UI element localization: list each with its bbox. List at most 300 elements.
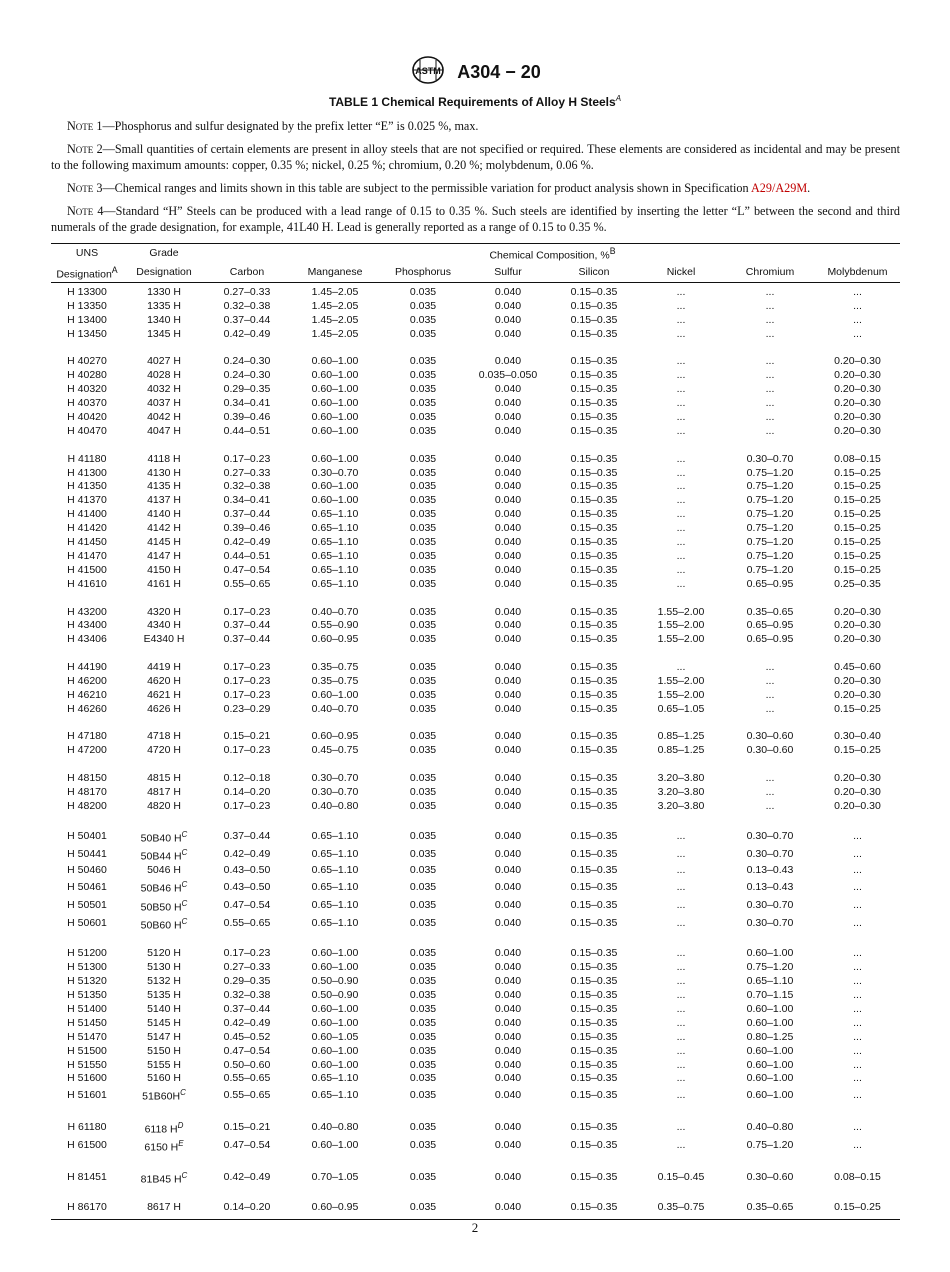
sulfur-cell: 0.040 xyxy=(494,522,522,535)
table-row xyxy=(51,786,900,800)
phosphorus-cell: 0.035 xyxy=(409,397,437,410)
manganese-cell: 0.30–0.70 xyxy=(311,772,359,785)
chromium-cell: 0.30–0.70 xyxy=(746,898,794,911)
table-row xyxy=(51,703,900,717)
molybdenum-cell: 0.20–0.30 xyxy=(834,369,881,382)
manganese-cell: 0.60–1.00 xyxy=(311,452,359,465)
grade-cell xyxy=(123,633,205,647)
uns-cell: H 40270 xyxy=(67,355,107,368)
col-head-manganese: Manganese xyxy=(289,263,381,283)
silicon-cell: 0.15–0.35 xyxy=(570,1088,618,1101)
grade-cell xyxy=(123,675,205,689)
manganese-cell: 0.65–1.10 xyxy=(311,508,359,521)
grade-text: 4135 H xyxy=(147,480,181,493)
sulfur-cell: 0.040 xyxy=(494,383,522,396)
manganese-cell: 0.30–0.70 xyxy=(311,785,359,798)
nickel-cell: 1.55–2.00 xyxy=(657,633,705,646)
grade-cell xyxy=(123,1059,205,1073)
silicon-cell: 0.15–0.35 xyxy=(570,880,618,893)
silicon-cell: 0.15–0.35 xyxy=(570,898,618,911)
astm-logo-icon xyxy=(409,55,447,90)
phosphorus-cell: 0.035 xyxy=(409,661,437,674)
grade-cell xyxy=(123,989,205,1003)
carbon-cell: 0.27–0.33 xyxy=(223,961,271,974)
sulfur-cell: 0.040 xyxy=(494,661,522,674)
carbon-cell: 0.55–0.65 xyxy=(223,1072,271,1085)
uns-cell: H 50601 xyxy=(67,917,107,930)
phosphorus-cell: 0.035 xyxy=(409,550,437,562)
grade-text: 4150 H xyxy=(147,563,181,576)
grade-text: 4820 H xyxy=(147,799,181,812)
table-row xyxy=(51,897,900,915)
molybdenum-cell: 0.20–0.30 xyxy=(834,785,881,798)
nickel-cell: ... xyxy=(676,327,686,340)
uns-cell: H 51601 xyxy=(67,1088,107,1101)
sulfur-cell: 0.040 xyxy=(494,452,522,465)
silicon-cell: 0.15–0.35 xyxy=(570,1002,618,1015)
chromium-cell: 0.60–1.00 xyxy=(746,1002,794,1015)
grade-cell xyxy=(123,508,205,522)
manganese-cell: 0.35–0.75 xyxy=(311,674,359,687)
silicon-cell: 0.15–0.35 xyxy=(570,536,618,549)
uns-cell: H 51470 xyxy=(67,1030,107,1043)
sulfur-cell: 0.040 xyxy=(494,772,522,785)
chromium-cell: 0.75–1.20 xyxy=(746,522,794,535)
table-row xyxy=(51,864,900,878)
uns-cell: H 46200 xyxy=(67,674,107,687)
chromium-cell: 0.75–1.20 xyxy=(746,480,794,493)
grade-text: 50B40 H xyxy=(140,832,182,845)
carbon-cell: 0.55–0.65 xyxy=(223,577,271,590)
nickel-cell: 3.20–3.80 xyxy=(657,799,705,812)
molybdenum-cell: ... xyxy=(853,1044,862,1057)
silicon-cell: 0.15–0.35 xyxy=(570,961,618,974)
uns-cell: H 51350 xyxy=(67,989,107,1002)
silicon-cell: 0.15–0.35 xyxy=(570,799,618,812)
uns-cell: H 41300 xyxy=(67,466,107,479)
chromium-cell: 0.13–0.43 xyxy=(746,880,794,893)
phosphorus-cell: 0.035 xyxy=(409,1044,437,1057)
silicon-cell: 0.15–0.35 xyxy=(570,299,618,312)
uns-cell: H 40370 xyxy=(67,397,107,410)
manganese-cell: 0.60–1.00 xyxy=(311,424,359,437)
sulfur-cell: 0.040 xyxy=(494,411,522,424)
grade-text: 5130 H xyxy=(147,961,181,974)
carbon-cell: 0.47–0.54 xyxy=(223,1139,271,1152)
grade-text: 4340 H xyxy=(147,619,181,632)
table-row xyxy=(51,915,900,933)
grade-cell xyxy=(123,1017,205,1031)
grade-text: 5160 H xyxy=(147,1072,181,1085)
grade-text: 4815 H xyxy=(147,772,181,785)
table-row xyxy=(51,961,900,975)
nickel-cell: ... xyxy=(676,355,686,368)
chromium-cell: ... xyxy=(765,369,775,382)
uns-head-text: Designation xyxy=(56,268,112,280)
table-row xyxy=(51,1072,900,1086)
table-row xyxy=(51,550,900,564)
silicon-cell: 0.15–0.35 xyxy=(570,508,618,521)
nickel-cell: ... xyxy=(676,1030,686,1043)
carbon-cell: 0.32–0.38 xyxy=(223,299,271,312)
grade-text: 8617 H xyxy=(147,1201,181,1214)
silicon-cell: 0.15–0.35 xyxy=(570,1030,618,1043)
sulfur-cell: 0.040 xyxy=(494,674,522,687)
grade-text: 4137 H xyxy=(147,494,181,507)
sulfur-cell: 0.040 xyxy=(494,702,522,715)
manganese-cell: 0.65–1.10 xyxy=(311,1072,359,1085)
phosphorus-cell: 0.035 xyxy=(409,299,437,312)
table-row xyxy=(51,934,900,962)
silicon-cell: 0.15–0.35 xyxy=(551,1188,637,1220)
nickel-cell: ... xyxy=(676,961,686,974)
silicon-cell: 0.15–0.35 xyxy=(570,522,618,535)
nickel-cell: ... xyxy=(676,848,686,861)
grade-text: 5120 H xyxy=(147,947,181,960)
uns-cell: H 50401 xyxy=(67,829,107,842)
sulfur-cell: 0.040 xyxy=(494,327,522,340)
grade-cell xyxy=(123,1003,205,1017)
sulfur-cell: 0.040 xyxy=(494,536,522,549)
grade-text: 1330 H xyxy=(147,286,181,298)
molybdenum-cell: ... xyxy=(853,989,862,1002)
manganese-cell: 0.70–1.05 xyxy=(311,1171,359,1184)
chromium-cell: 0.35–0.65 xyxy=(746,605,794,618)
table-row xyxy=(51,564,900,578)
silicon-cell: 0.15–0.35 xyxy=(570,633,618,646)
nickel-cell: 1.55–2.00 xyxy=(657,674,705,687)
silicon-cell: 0.15–0.35 xyxy=(570,730,618,743)
col-head-carbon: Carbon xyxy=(205,263,289,283)
grade-footnote: E xyxy=(178,1138,184,1148)
manganese-cell: 0.30–0.70 xyxy=(311,466,359,479)
uns-cell: H 47200 xyxy=(67,744,107,757)
grade-cell xyxy=(123,846,205,864)
nickel-cell: ... xyxy=(676,522,686,535)
grade-cell xyxy=(123,703,205,717)
grade-text: 50B44 H xyxy=(140,850,182,863)
molybdenum-cell: ... xyxy=(853,286,862,298)
col-head-sulfur: Sulfur xyxy=(465,263,551,283)
phosphorus-cell: 0.035 xyxy=(409,1058,437,1071)
grade-cell xyxy=(123,1155,205,1187)
silicon-cell: 0.15–0.35 xyxy=(570,550,618,562)
carbon-cell: 0.43–0.50 xyxy=(223,880,271,893)
phosphorus-cell: 0.035 xyxy=(409,605,437,618)
phosphorus-cell: 0.035 xyxy=(409,494,437,507)
manganese-cell: 1.45–2.05 xyxy=(311,313,359,326)
sulfur-cell: 0.040 xyxy=(494,577,522,590)
phosphorus-cell: 0.035 xyxy=(409,864,437,877)
molybdenum-cell: 0.15–0.25 xyxy=(834,536,881,549)
sulfur-cell: 0.040 xyxy=(494,605,522,618)
grade-text: 50B50 H xyxy=(140,901,182,914)
grade-text: 6150 H xyxy=(144,1141,179,1154)
carbon-cell: 0.42–0.49 xyxy=(223,1016,271,1029)
table-row xyxy=(51,328,900,342)
chemical-requirements-table xyxy=(51,243,900,1220)
silicon-cell: 0.15–0.35 xyxy=(570,1044,618,1057)
molybdenum-cell: 0.45–0.60 xyxy=(834,661,881,674)
silicon-cell: 0.15–0.35 xyxy=(570,369,618,382)
chem-head-text: Chemical Composition, % xyxy=(489,249,610,262)
nickel-cell: ... xyxy=(676,383,686,396)
manganese-cell: 0.60–1.00 xyxy=(311,1044,359,1057)
molybdenum-cell: 0.15–0.25 xyxy=(834,702,881,715)
phosphorus-cell: 0.035 xyxy=(409,898,437,911)
grade-text: 4047 H xyxy=(147,424,181,437)
manganese-cell: 0.65–1.10 xyxy=(311,898,359,911)
chromium-cell: 0.80–1.25 xyxy=(746,1030,794,1043)
carbon-cell: 0.47–0.54 xyxy=(223,563,271,576)
manganese-cell: 0.40–0.70 xyxy=(311,702,359,715)
phosphorus-cell: 0.035 xyxy=(409,975,437,988)
sulfur-cell: 0.040 xyxy=(494,880,522,893)
sulfur-cell: 0.035–0.050 xyxy=(478,369,538,382)
grade-cell xyxy=(123,314,205,328)
carbon-cell: 0.37–0.44 xyxy=(223,829,271,842)
grade-cell xyxy=(123,897,205,915)
manganese-cell: 0.60–1.00 xyxy=(311,1002,359,1015)
grade-cell xyxy=(123,578,205,592)
chromium-cell: 0.60–1.00 xyxy=(746,1044,794,1057)
silicon-cell: 0.15–0.35 xyxy=(570,917,618,930)
manganese-cell: 0.50–0.90 xyxy=(311,989,359,1002)
grade-text: 4720 H xyxy=(147,744,181,757)
sulfur-cell: 0.040 xyxy=(494,1044,522,1057)
chromium-cell: 0.75–1.20 xyxy=(746,550,794,562)
steel-group xyxy=(51,283,900,342)
uns-cell: H 13300 xyxy=(67,286,107,298)
manganese-cell: 0.40–0.70 xyxy=(311,605,359,618)
phosphorus-cell: 0.035 xyxy=(409,577,437,590)
nickel-cell: 3.20–3.80 xyxy=(657,785,705,798)
sulfur-cell: 0.040 xyxy=(494,313,522,326)
sulfur-cell: 0.040 xyxy=(494,355,522,368)
nickel-cell: ... xyxy=(676,508,686,521)
carbon-cell: 0.27–0.33 xyxy=(223,286,271,298)
grade-cell xyxy=(123,934,205,962)
sulfur-cell: 0.040 xyxy=(494,975,522,988)
sulfur-cell: 0.040 xyxy=(494,508,522,521)
phosphorus-cell: 0.035 xyxy=(409,674,437,687)
phosphorus-cell: 0.035 xyxy=(409,1072,437,1085)
manganese-cell: 1.45–2.05 xyxy=(311,327,359,340)
steel-group xyxy=(51,592,900,648)
silicon-cell: 0.15–0.35 xyxy=(570,480,618,493)
nickel-cell: 3.20–3.80 xyxy=(657,772,705,785)
nickel-cell: ... xyxy=(676,286,686,298)
grade-cell xyxy=(123,786,205,800)
grade-text: 4130 H xyxy=(147,466,181,479)
grade-cell xyxy=(123,300,205,314)
grade-text: 4145 H xyxy=(147,536,181,549)
silicon-cell: 0.15–0.35 xyxy=(570,947,618,960)
chromium-cell: ... xyxy=(765,785,775,798)
chromium-cell: 0.60–1.00 xyxy=(746,947,794,960)
uns-cell: H 86170 xyxy=(51,1188,123,1220)
steel-group xyxy=(51,814,900,934)
uns-cell: H 51320 xyxy=(67,975,107,988)
phosphorus-cell: 0.035 xyxy=(409,536,437,549)
grade-cell xyxy=(123,1105,205,1137)
uns-cell: H 41450 xyxy=(67,536,107,549)
molybdenum-cell: ... xyxy=(853,1002,862,1015)
grade-text: 4320 H xyxy=(147,605,181,618)
steel-group xyxy=(51,342,900,439)
phosphorus-cell: 0.035 xyxy=(409,355,437,368)
chromium-cell: 0.75–1.20 xyxy=(746,536,794,549)
grade-cell xyxy=(123,619,205,633)
grade-text: 1340 H xyxy=(147,313,181,326)
grade-text: 5150 H xyxy=(147,1044,181,1057)
molybdenum-cell: 0.20–0.30 xyxy=(834,411,881,424)
uns-head-footnote: A xyxy=(111,264,118,275)
silicon-cell: 0.15–0.35 xyxy=(570,411,618,424)
silicon-cell: 0.15–0.35 xyxy=(570,772,618,785)
chromium-cell: ... xyxy=(765,424,775,437)
carbon-cell: 0.43–0.50 xyxy=(223,864,271,877)
chromium-cell: ... xyxy=(765,674,775,687)
carbon-cell: 0.17–0.23 xyxy=(223,452,271,465)
sulfur-cell: 0.040 xyxy=(494,1072,522,1085)
uns-cell: H 61500 xyxy=(67,1139,107,1152)
phosphorus-cell: 0.035 xyxy=(409,917,437,930)
silicon-cell: 0.15–0.35 xyxy=(570,619,618,632)
sulfur-cell: 0.040 xyxy=(494,688,522,701)
uns-cell: H 48170 xyxy=(67,785,107,798)
molybdenum-cell: 0.20–0.30 xyxy=(834,397,881,410)
grade-cell xyxy=(123,758,205,786)
carbon-cell: 0.39–0.46 xyxy=(223,411,271,424)
grade-cell xyxy=(123,814,205,846)
grade-cell xyxy=(123,480,205,494)
carbon-cell: 0.37–0.44 xyxy=(223,633,271,646)
note-2 xyxy=(51,141,900,173)
molybdenum-cell: ... xyxy=(853,327,862,340)
carbon-cell: 0.39–0.46 xyxy=(223,522,271,535)
silicon-cell: 0.15–0.35 xyxy=(570,1139,618,1152)
grade-cell xyxy=(123,369,205,383)
molybdenum-cell: 0.20–0.30 xyxy=(834,619,881,632)
table-row xyxy=(51,1105,900,1137)
uns-cell: H 43200 xyxy=(67,605,107,618)
molybdenum-cell: 0.08–0.15 xyxy=(834,1171,881,1184)
nickel-cell: ... xyxy=(676,947,686,960)
nickel-cell: 0.85–1.25 xyxy=(657,744,705,757)
uns-cell: H 48150 xyxy=(67,772,107,785)
uns-cell: H 48200 xyxy=(67,799,107,812)
chromium-cell: ... xyxy=(765,355,775,368)
molybdenum-cell: 0.15–0.25 xyxy=(834,466,881,479)
uns-cell: H 46210 xyxy=(67,688,107,701)
grade-text: 5140 H xyxy=(147,1002,181,1015)
nickel-cell: ... xyxy=(676,898,686,911)
col-head-nickel: Nickel xyxy=(637,263,725,283)
carbon-cell: 0.17–0.23 xyxy=(223,605,271,618)
carbon-cell: 0.34–0.41 xyxy=(223,397,271,410)
table-title-footnote: A xyxy=(615,94,622,103)
sulfur-cell: 0.040 xyxy=(494,397,522,410)
molybdenum-cell: 0.20–0.30 xyxy=(834,383,881,396)
grade-cell xyxy=(123,592,205,620)
steel-group xyxy=(51,758,900,814)
silicon-cell: 0.15–0.35 xyxy=(570,563,618,576)
grade-text: 50B46 H xyxy=(140,882,182,895)
phosphorus-cell: 0.035 xyxy=(409,1139,437,1152)
uns-cell: H 51600 xyxy=(67,1072,107,1085)
nickel-cell: ... xyxy=(676,577,686,590)
grade-cell xyxy=(123,564,205,578)
table-row xyxy=(51,800,900,814)
phosphorus-cell: 0.035 xyxy=(409,327,437,340)
uns-cell: H 41470 xyxy=(67,550,107,562)
uns-cell: H 41420 xyxy=(67,522,107,535)
spec-link[interactable]: A29/A29M xyxy=(750,181,808,195)
note-label: Note 4 xyxy=(67,204,104,218)
grade-cell xyxy=(123,647,205,675)
chromium-cell: ... xyxy=(765,397,775,410)
grade-footnote: C xyxy=(180,1088,186,1098)
silicon-cell: 0.15–0.35 xyxy=(570,383,618,396)
phosphorus-cell: 0.035 xyxy=(409,829,437,842)
molybdenum-cell: ... xyxy=(853,1058,862,1071)
silicon-cell: 0.15–0.35 xyxy=(570,494,618,507)
carbon-cell: 0.55–0.65 xyxy=(223,1088,271,1101)
chromium-cell: ... xyxy=(765,688,775,701)
uns-cell: H 50501 xyxy=(67,898,107,911)
grade-text: 50B60 H xyxy=(140,919,182,932)
note-label: Note 1 xyxy=(67,119,103,133)
col-head-silicon: Silicon xyxy=(551,263,637,283)
chromium-cell: 0.75–1.20 xyxy=(746,466,794,479)
carbon-cell: 0.23–0.29 xyxy=(223,702,271,715)
phosphorus-cell: 0.035 xyxy=(409,1002,437,1015)
silicon-cell: 0.15–0.35 xyxy=(570,661,618,674)
silicon-cell: 0.15–0.35 xyxy=(570,355,618,368)
nickel-cell: 0.65–1.05 xyxy=(657,702,705,715)
grade-cell xyxy=(123,328,205,342)
molybdenum-cell: 0.15–0.25 xyxy=(834,563,881,576)
phosphorus-cell: 0.035 xyxy=(409,466,437,479)
phosphorus-cell: 0.035 xyxy=(409,688,437,701)
sulfur-cell: 0.040 xyxy=(494,633,522,646)
manganese-cell: 0.60–1.00 xyxy=(311,411,359,424)
silicon-cell: 0.15–0.35 xyxy=(570,466,618,479)
nickel-cell: ... xyxy=(676,424,686,437)
table-row xyxy=(51,397,900,411)
grade-text: 4817 H xyxy=(147,785,181,798)
uns-cell: H 81451 xyxy=(67,1171,107,1184)
silicon-cell: 0.15–0.35 xyxy=(570,577,618,590)
chromium-cell: 0.60–1.00 xyxy=(746,1058,794,1071)
nickel-cell: 1.55–2.00 xyxy=(657,688,705,701)
table-row xyxy=(51,508,900,522)
grade-cell xyxy=(123,439,205,467)
nickel-cell: 0.85–1.25 xyxy=(657,730,705,743)
grade-text: 6118 H xyxy=(144,1123,178,1136)
note-text: —Small quantities of certain elements are present in alloy steels that are not specified or required. These elements are considered as incidental and may be present to the following maximum amounts: copper, 0.35 %; nickel, 0.25 %; chromium, 0.20 %; molybdenum, 0.06 %. xyxy=(51,142,901,172)
standard-designation: A304 − 20 xyxy=(457,62,541,82)
uns-cell: H 41610 xyxy=(67,577,107,590)
molybdenum-cell: ... xyxy=(853,880,862,893)
col-head-uns-2 xyxy=(51,263,123,283)
col-head-grade-2: Designation xyxy=(123,263,205,283)
silicon-cell: 0.15–0.35 xyxy=(570,864,618,877)
silicon-cell: 0.15–0.35 xyxy=(570,1016,618,1029)
uns-cell: H 13400 xyxy=(67,313,107,326)
silicon-cell: 0.15–0.35 xyxy=(570,674,618,687)
